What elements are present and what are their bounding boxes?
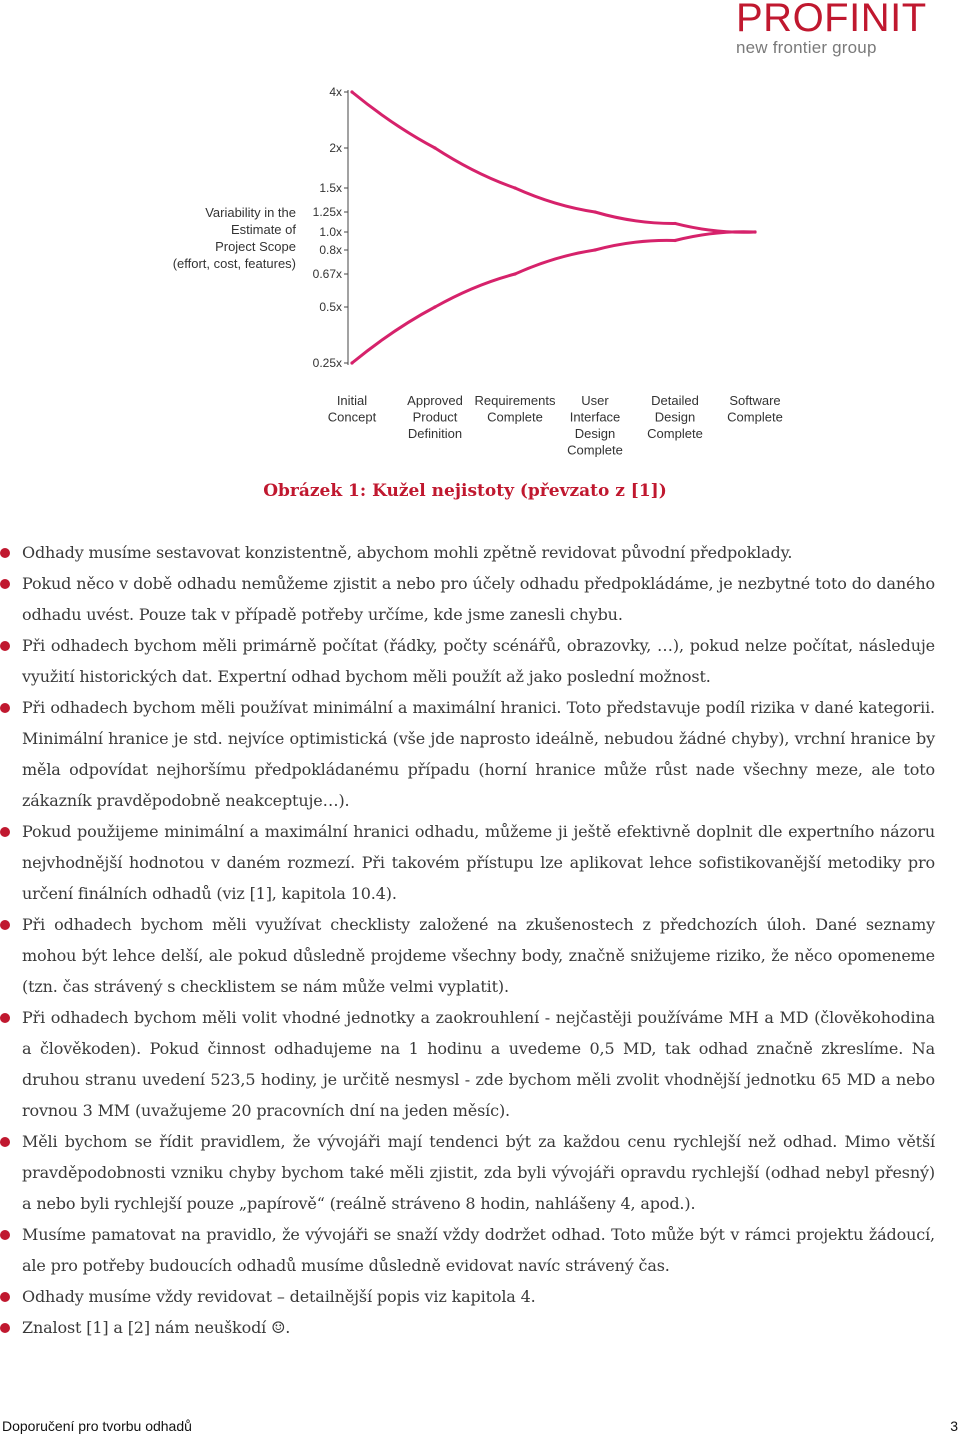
bullet-item: Znalost [1] a [2] nám neuškodí ☺. [0,1312,935,1343]
y-tick-label: 1.5x [319,181,342,195]
bullet-item: Měli bychom se řídit pravidlem, že vývojáři mají tendenci být za každou cenu rychlejší než odhad. Mimo větší pravděpodobnosti vzniku chyby bychom také měli zjistit, zda byli vývojáři opravdu rychlejší (odhad nebyl přesný) a nebo byli rychlejší pouze „papírově“ (reálně stráveno 8 hodin, nahlášeny 4, apod.). [0,1126,935,1219]
series-point [350,361,353,364]
bullet-item: Při odhadech bychom měli volit vhodné jednotky a zaokrouhlení - nejčastěji používáme MH a MD (člověkohodina a člověkoden). Pokud činnost odhadujeme na 1 hodinu a uvedeme 0,5 MD, tak odhad značně zkreslíme. Na druhou stranu uvedení 523,5 hodiny, je určitě nesmysl - zde bychom měli zvolit vhodnější jednotku 65 MD a nebo rovnou 3 MM (uvažujeme 20 pracovních dní na jeden měsíc). [0,1002,935,1126]
x-axis-label: Initial [336,393,368,408]
cone-of-uncertainty-chart [160,70,800,470]
y-axis-ticks [313,85,348,370]
y-axis-title-line: (effort, cost, features) [172,256,296,271]
bullet-item: Odhady musíme vždy revidovat – detailnější popis viz kapitola 4. [0,1281,935,1312]
x-axis-label: Detailed [651,393,699,408]
y-tick-label: 1.0x [319,225,342,239]
y-tick-label: 4x [329,85,342,99]
y-tick-label: 0.67x [312,267,342,281]
x-axis-label: Complete [727,409,783,425]
series-point [593,210,596,213]
x-axis-label: Interface [569,409,621,425]
series-point [753,230,756,233]
y-tick-label: 0.5x [319,300,342,314]
logo-tagline: new frontier group [736,38,877,57]
profinit-logo [736,0,946,58]
series-line [352,232,755,363]
bullet-item: Pokud použijeme minimální a maximální hranici odhadu, můžeme ji ještě efektivně doplnit dle expertního názoru nejvhodnější hodnotou v daném rozmezí. Při takovém přístupu lze aplikovat lehce sofistikovanější metodiky pro určení finálních odhadů (viz [1], kapitola 10.4). [0,816,935,909]
series-point [513,186,516,189]
x-axis-label: Software [729,393,781,408]
x-axis-label: Design [574,426,616,441]
series-point [593,248,596,251]
series-lines [350,90,756,364]
logo-wordmark: PROFINIT [736,0,927,40]
y-tick-label: 2x [329,141,342,155]
x-axis-labels [328,393,783,458]
bullet-item: Pokud něco v době odhadu nemůžeme zjistit a nebo pro účely odhadu předpokládáme, je nezbytné toto do daného odhadu uvést. Pouze tak v případě potřeby určíme, kde jsme zanesli chybu. [0,568,935,630]
y-tick-label: 0.25x [312,356,342,370]
series-point [673,222,676,225]
page-footer [0,1417,960,1437]
page-number: 3 [950,1418,958,1434]
y-axis-title [173,205,297,271]
bullet-item: Při odhadech bychom měli primárně počítat (řádky, počty scénářů, obrazovky, …), pokud nelze počítat, následuje využití historických dat. Expertní odhad bychom měli použít až jako poslední možnost. [0,630,935,692]
x-axis-label: Concept [327,409,377,425]
y-tick-label: 1.25x [312,205,342,219]
series-point [350,90,353,93]
y-axis-title-line: Estimate of [230,222,296,237]
x-axis-label: Requirements [474,393,556,408]
series-point [433,146,436,149]
bullet-item: Při odhadech bychom měli využívat checklisty založené na zkušenostech z předchozích úloh. Dané seznamy mohou být lehce delší, ale pokud důsledně projdeme všechny body, značně snižujeme riziko, že něco opomeneme (tzn. čas strávený s checklistem se nám může velmi vyplatit). [0,909,935,1002]
x-axis-label: Complete [487,409,543,425]
x-axis-label: Approved [407,393,463,408]
x-axis-label: Complete [647,426,703,441]
x-axis-label: User [581,393,609,408]
x-axis-label: Product [412,409,458,425]
footer-title: Doporučení pro tvorbu odhadů [2,1418,192,1434]
series-point [433,305,436,308]
y-axis-title-line: Project Scope [215,239,296,254]
bullet-list [0,537,935,1343]
series-line [352,92,755,232]
y-tick-label: 0.8x [319,243,342,257]
x-axis-label: Design [654,409,696,425]
figure-caption: Obrázek 1: Kužel nejistoty (převzato z [1]) [263,481,667,501]
y-axis-title-line: Variability in the [205,205,296,220]
series-point [673,239,676,242]
bullet-item: Musíme pamatovat na pravidlo, že vývojáři se snaží vždy dodržet odhad. Toto může být v rámci projektu žádoucí, ale pro potřeby budoucích odhadů musíme důsledně evidovat navíc strávený čas. [0,1219,935,1281]
series-point [513,272,516,275]
bullet-item: Při odhadech bychom měli používat minimální a maximální hranici. Toto představuje podíl rizika v dané kategorii. Minimální hranice je std. nejvíce optimistická (vše jde naprosto ideálně, nebudou žádné chyby), vrchní hranice by měla odpovídat nejhoršímu předpokládanému případu (horní hranice může růst nade všechny meze, ale toto zákazník pravděpodobně neakceptuje…). [0,692,935,816]
x-axis-label: Complete [567,442,623,458]
x-axis-label: Definition [407,426,463,441]
bullet-item: Odhady musíme sestavovat konzistentně, abychom mohli zpětně revidovat původní předpoklady. [0,537,935,568]
